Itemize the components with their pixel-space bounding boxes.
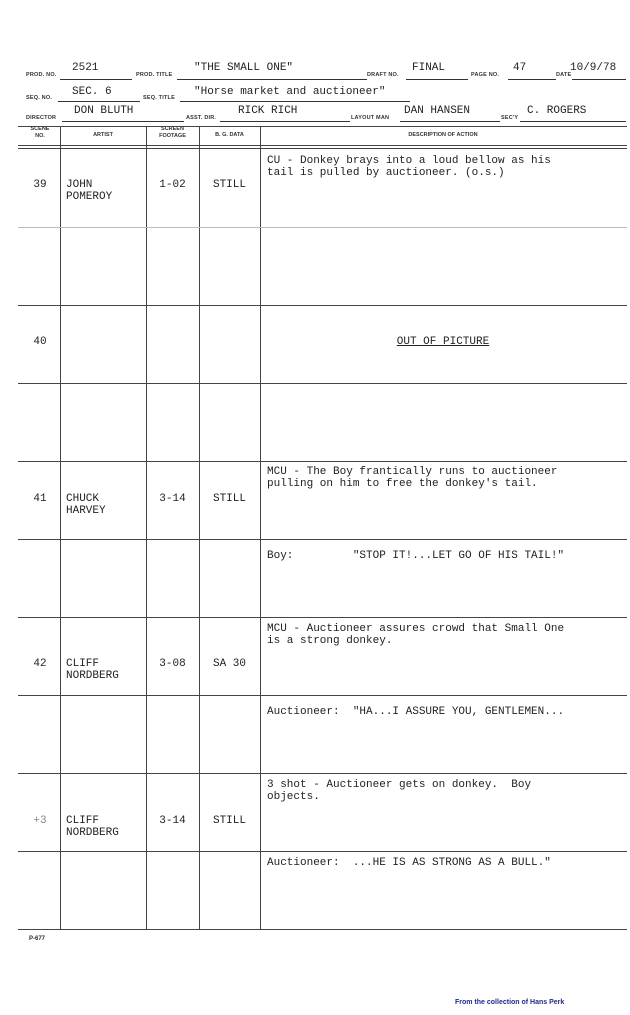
secy: C. ROGERS bbox=[527, 105, 587, 117]
draft-no-label: DRAFT NO. bbox=[367, 72, 399, 78]
action-description: MCU - The Boy frantically runs to auctioneer pulling on him to free the donkey's tail. bbox=[267, 466, 558, 490]
bg-data: STILL bbox=[212, 815, 246, 827]
screen-footage: 3-14 bbox=[159, 493, 186, 505]
layout-man: DAN HANSEN bbox=[404, 105, 471, 117]
prod-no-label: PROD. NO. bbox=[26, 72, 57, 78]
artist-name: CLIFF NORDBERG bbox=[66, 815, 119, 839]
page-no-label: PAGE NO. bbox=[471, 72, 500, 78]
date-label: DATE bbox=[556, 72, 572, 78]
artist-name: CHUCK HARVEY bbox=[66, 493, 106, 517]
director-label: DIRECTOR bbox=[26, 115, 57, 121]
page-no: 47 bbox=[513, 62, 527, 74]
scene-number: 39 bbox=[33, 179, 47, 191]
col-header-description: DESCRIPTION OF ACTION bbox=[408, 132, 478, 138]
action-description: CU - Donkey brays into a loud bellow as his tail is pulled by auctioneer. (o.s.) bbox=[267, 155, 551, 179]
layout-man-label: LAYOUT MAN bbox=[351, 115, 390, 121]
out-of-picture-note: OUT OF PICTURE bbox=[396, 336, 490, 348]
scene-number: 40 bbox=[33, 336, 47, 348]
asst-dir: RICK RICH bbox=[238, 105, 298, 117]
seq-no-label: SEQ. NO. bbox=[26, 95, 53, 101]
dialogue-line: Auctioneer: ...HE IS AS STRONG AS A BULL." bbox=[267, 857, 551, 869]
bg-data: STILL bbox=[212, 179, 246, 191]
prod-no: 2521 bbox=[72, 62, 99, 74]
asst-dir-label: ASST. DIR. bbox=[186, 115, 217, 121]
bg-data: SA 30 bbox=[212, 658, 246, 670]
col-header-bg-data: B. G. DATA bbox=[215, 132, 244, 138]
seq-title-label: SEQ. TITLE bbox=[143, 95, 175, 101]
scene-number: +3 bbox=[33, 815, 47, 827]
col-header-scene: SCENE NO. bbox=[30, 126, 50, 139]
action-description: MCU - Auctioneer assures crowd that Small One is a strong donkey. bbox=[267, 623, 565, 647]
seq-title: "Horse market and auctioneer" bbox=[194, 86, 386, 98]
dialogue-line: Boy: "STOP IT!...LET GO OF HIS TAIL!" bbox=[267, 550, 565, 562]
prod-title-label: PROD. TITLE bbox=[136, 72, 173, 78]
seq-no: SEC. 6 bbox=[72, 86, 112, 98]
prod-title: "THE SMALL ONE" bbox=[194, 62, 294, 74]
screen-footage: 1-02 bbox=[159, 179, 186, 191]
secy-label: SEC'Y bbox=[501, 115, 519, 121]
col-header-footage: SCREEN FOOTAGE bbox=[159, 126, 186, 139]
col-header-artist: ARTIST bbox=[93, 132, 113, 138]
artist-name: CLIFF NORDBERG bbox=[66, 658, 119, 682]
date: 10/9/78 bbox=[570, 62, 617, 74]
artist-name: JOHN POMEROY bbox=[66, 179, 113, 203]
dialogue-line: Auctioneer: "HA...I ASSURE YOU, GENTLEMEN... bbox=[267, 706, 565, 718]
scene-number: 41 bbox=[33, 493, 47, 505]
scene-number: 42 bbox=[33, 658, 47, 670]
action-description: 3 shot - Auctioneer gets on donkey. Boy objects. bbox=[267, 779, 532, 803]
screen-footage: 3-14 bbox=[159, 815, 186, 827]
form-number: P-677 bbox=[29, 936, 46, 942]
director: DON BLUTH bbox=[74, 105, 134, 117]
bg-data: STILL bbox=[212, 493, 246, 505]
screen-footage: 3-08 bbox=[159, 658, 186, 670]
draft-no: FINAL bbox=[412, 62, 446, 74]
collection-credit: From the collection of Hans Perk bbox=[455, 999, 565, 1006]
